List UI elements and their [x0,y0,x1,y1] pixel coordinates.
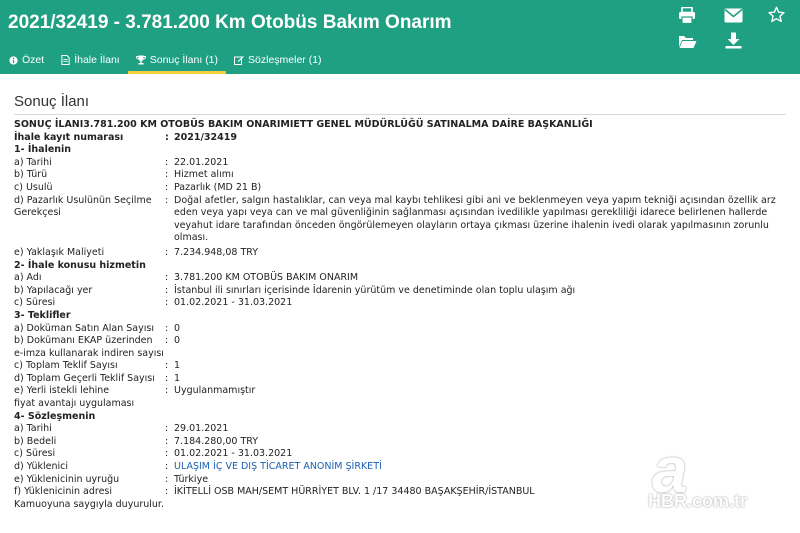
main-content [0,74,800,533]
section-title: 3- Teklifler [14,309,71,321]
row-gecerli-teklif: d) Toplam Geçerli Teklif Sayısı : 1 [14,373,794,386]
field-value: 7.184.280,00 TRY [174,435,259,447]
section-title: 1- İhalenin [14,144,72,156]
row-toplam-teklif: c) Toplam Teklif Sayısı : 1 [14,360,794,373]
folder-open-icon[interactable] [676,31,698,51]
row-ihale-turu: b) Türü : Hizmet alımı [14,169,794,182]
row-hizmet-adi: a) Adı : 3.781.200 KM OTOBÜS BAKIM ONARIM [14,272,794,285]
page-title: 2021/32419 - 3.781.200 Km Otobüs Bakım Onarım [8,12,452,33]
download-icon[interactable] [722,30,744,50]
tab-bar [0,46,330,74]
tab-sonuc-ilani[interactable] [128,46,226,74]
field-label: e) Yaklaşık Maliyeti [14,246,105,258]
field-value: 1 [174,372,181,384]
field-label: d) Pazarlık Usulünün Seçilme Gerekçesi [14,194,152,219]
tab-label: Özet [22,54,45,66]
field-label: a) Doküman Satın Alan Sayısı [14,322,154,334]
field-value: 22.01.2021 [174,156,229,168]
field-label: d) Toplam Geçerli Teklif Sayısı [14,372,155,384]
field-label: İhale kayıt numarası [14,131,124,143]
field-label: a) Adı [14,272,42,284]
row-pazarlik-gerekcesi: d) Pazarlık Usulünün Seçilme Gerekçesi : Doğal afetler, salgın hastalıklar, can veya mal kaybı tehlikesi gibi ani ve beklenmeyen veya yapım tekniği açısından özellik arz eden veya yapı veya can ve mal güvenliğinin sağlanması açısından ivedilikle yapılması gerekliliği idarece belirlenen hallerde veyahut idare tarafından önceden öngörülemeyen olayların ortaya çıkması üzerine ihalenin ivedi olarak yapılmasının zorunlu olması. [14,195,794,245]
field-label: f) Yüklenicinin adresi [14,486,112,498]
result-notice-document [14,119,794,511]
row-fiyat-avantaji: e) Yerli istekli lehine fiyat avantajı uygulaması : Uygulanmamıştır [14,385,794,410]
field-value: 3.781.200 KM OTOBÜS BAKIM ONARIM [174,272,359,284]
field-value: 29.01.2021 [174,423,229,435]
row-yaklasik-maliyet: e) Yaklaşık Maliyeti : 7.234.948,08 TRY [14,247,794,260]
field-label: c) Süresi [14,297,56,309]
row-ekap-indiren: b) Dokümanı EKAP üzerinden e-imza kullanarak indiren sayısı : 0 [14,335,794,360]
info-icon [8,55,18,65]
tab-label: Sözleşmeler (1) [248,54,322,66]
contractor-link[interactable]: ULAŞIM İÇ VE DIŞ TİCARET ANONİM ŞİRKETİ [174,461,382,473]
mail-icon[interactable] [722,5,744,25]
edit-icon [234,55,244,65]
section-title: 4- Sözleşmenin [14,410,96,422]
field-label: c) Toplam Teklif Sayısı [14,360,118,372]
field-label: b) Dokümanı EKAP üzerinden e-imza kullanarak indiren sayısı [14,335,164,359]
row-hizmet-suresi: c) Süresi : 01.02.2021 - 31.03.2021 [14,297,794,310]
field-value: 7.234.948,08 TRY [174,246,259,258]
row-yuklenici: d) Yüklenici : ULAŞIM İÇ VE DIŞ TİCARET ANONİM ŞİRKETİ [14,461,794,474]
field-label: b) Yapılacağı yer [14,284,93,296]
field-value: Doğal afetler, salgın hastalıklar, can veya mal kaybı tehlikesi gibi ani ve beklenmeyen veya yapım tekniği açısından özellik arz eden veya yapı veya can ve mal güvenliğinin sağlanması açısından ivedilikle yapılması gerekliliği idarece belirlenen hallerde veyahut idare tarafından önceden öngörülemeyen olayların ortaya çıkması üzerine ihalenin ivedi olarak yapılmasının zorunlu olması. [174,194,776,244]
trophy-icon [136,55,146,65]
row-sozlesme-suresi: c) Süresi : 01.02.2021 - 31.03.2021 [14,448,794,461]
field-value: 01.02.2021 - 31.03.2021 [174,448,293,460]
field-label: c) Süresi [14,448,56,460]
field-value: Pazarlık (MD 21 B) [174,181,262,193]
row-ihale-tarihi: a) Tarihi : 22.01.2021 [14,157,794,170]
field-label: a) Tarihi [14,156,52,168]
notice-intro: SONUÇ İLANI3.781.200 KM OTOBÜS BAKIM ONARIMIETT GENEL MÜDÜRLÜĞÜ SATINALMA DAİRE BAŞKANLIĞI [14,119,593,130]
field-value: 2021/32419 [174,131,237,143]
tab-sozlesmeler[interactable] [226,46,330,74]
watermark-text: HBR.com.tr [648,491,748,511]
field-value: 0 [174,322,181,334]
document-icon [60,55,70,65]
row-yuklenici-adresi: f) Yüklenicinin adresi : İKİTELLİ OSB MAH/SEMT HÜRRİYET BLV. 1 /17 34480 BAŞAKŞEHİR/İSTANBUL [14,486,794,499]
row-kayit-no: İhale kayıt numarası : 2021/32419 [14,132,794,145]
watermark-letter: a [652,434,688,506]
field-label: b) Türü [14,169,48,181]
field-label: e) Yerli istekli lehine fiyat avantajı uygulaması [14,385,135,410]
tab-label: İhale İlanı [74,54,120,66]
print-icon[interactable] [676,5,698,25]
star-icon[interactable] [765,4,787,24]
field-label: b) Bedeli [14,435,57,447]
row-yuklenici-uyrugu: e) Yüklenicinin uyruğu : Türkiye [14,474,794,487]
row-sozlesme-tarihi: a) Tarihi : 29.01.2021 [14,423,794,436]
section-title: 2- İhale konusu hizmetin [14,259,146,271]
row-yapilacagi-yer: b) Yapılacağı yer : İstanbul ili sınırları içerisinde İdarenin yürütüm ve denetiminde olan toplu ulaşım ağı [14,285,794,298]
field-value: 0 [174,335,181,347]
field-value: İstanbul ili sınırları içerisinde İdarenin yürütüm ve denetiminde olan toplu ulaşım ağı [174,284,576,296]
field-value: Hizmet alımı [174,169,234,181]
section-heading: Sonuç İlanı [14,93,90,110]
row-ihale-usulu: c) Usulü : Pazarlık (MD 21 B) [14,182,794,195]
field-value: 1 [174,360,181,372]
field-value: Türkiye [174,473,209,485]
closing-text: Kamuoyuna saygıyla duyurulur. [14,498,164,510]
tab-ihale-ilani[interactable] [52,46,128,74]
field-value: Uygulanmamıştır [174,385,256,397]
tab-label: Sonuç İlanı (1) [149,54,219,66]
field-label: a) Tarihi [14,423,52,435]
field-value: 01.02.2021 - 31.03.2021 [174,297,293,309]
field-label: e) Yüklenicinin uyruğu [14,473,120,485]
row-sozlesme-bedeli: b) Bedeli : 7.184.280,00 TRY [14,436,794,449]
tab-ozet[interactable] [0,46,52,74]
field-label: c) Usulü [14,181,53,193]
row-dokuman-satin-alan: a) Doküman Satın Alan Sayısı : 0 [14,323,794,336]
header-bar [0,0,800,74]
field-value: İKİTELLİ OSB MAH/SEMT HÜRRİYET BLV. 1 /17 34480 BAŞAKŞEHİR/İSTANBUL [174,486,535,498]
divider [14,114,786,115]
field-label: d) Yüklenici [14,461,68,473]
